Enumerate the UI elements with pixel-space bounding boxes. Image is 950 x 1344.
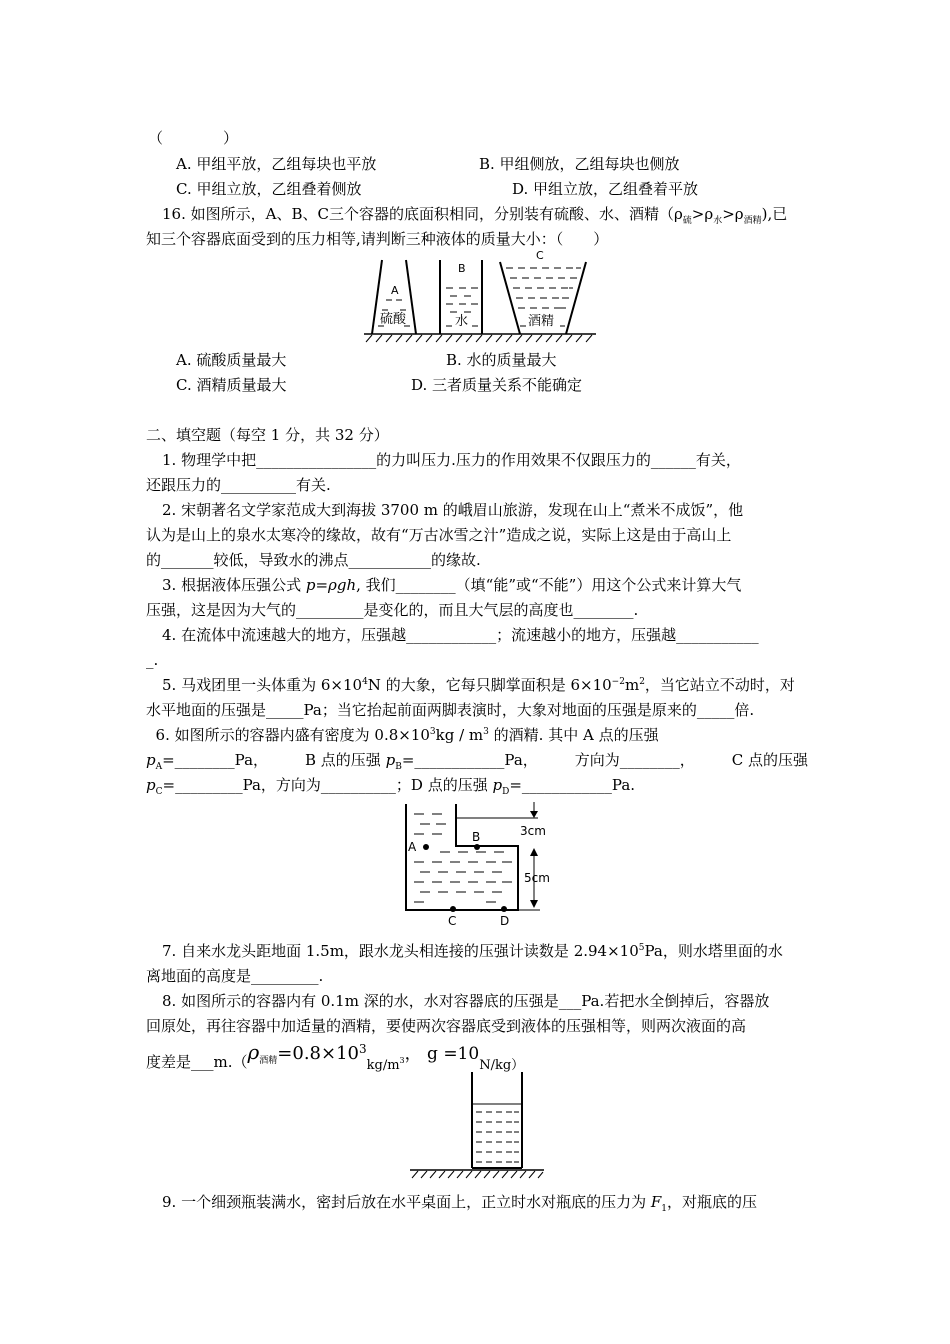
q16-stem-line1 — [162, 204, 787, 224]
q16-option-d: D. 三者质量关系不能确定 — [411, 376, 583, 394]
f7-exp: 5 — [638, 943, 645, 953]
f6-text: 6. 如图所示的容器内盛有密度为 $0.8\times 10^3kg / m^3$ 的酒精. 其中 A 点的压强 — [155, 726, 659, 744]
f8-text: 度差是___m.（ — [146, 1053, 248, 1071]
rho-sub-acid: 硫 — [682, 216, 692, 226]
label-b: B — [458, 262, 466, 275]
q16-option-b: B. 水的质量最大 — [446, 351, 557, 369]
q15-option-d: D. 甲组立放，乙组叠着平放 — [512, 180, 699, 198]
q16-option-a: A. 硫酸质量最大 — [176, 351, 287, 369]
rho-symbol: ρ — [247, 1040, 260, 1064]
f2-line1: 2. 宋朝著名文学家范成大到海拔 3700 m 的峨眉山旅游，发现在山上“煮米不成饭”，他 — [162, 501, 744, 519]
f3-text: 3. 根据液体压强公式 — [162, 576, 306, 594]
f7-line1 — [162, 941, 783, 961]
f5-line1 — [162, 675, 795, 695]
f1-line2: 还跟压力的__________有关. — [146, 476, 331, 494]
f5-exp: 4 — [362, 677, 368, 687]
three-containers-figure — [360, 250, 600, 346]
q15-option-a: A. 甲组平放，乙组每块也平放 — [176, 155, 377, 173]
q16-text-end: ),已 — [761, 205, 788, 223]
q15-option-b: B. 甲组侧放，乙组每块也侧放 — [479, 155, 680, 173]
f5-line2: 水平地面的压强是_____Pa；当它抬起前面两脚表演时，大象对地面的压强是原来的_____倍. — [146, 701, 755, 719]
f9-line1 — [162, 1192, 757, 1212]
f9-force: F — [650, 1193, 662, 1211]
f8-line2: 回原处，再往容器中加适量的酒精，要使两次容器底受到液体的压强相等，则两次液面的高 — [146, 1017, 747, 1035]
f6-pc-label: C 点的压强 — [731, 751, 808, 769]
f8-g: ， g =10 — [404, 1044, 480, 1064]
f3-line1 — [162, 575, 741, 595]
rho-gt: >ρ — [722, 205, 744, 223]
f5-exp: −2 — [611, 677, 625, 687]
f3-line2: 压强，这是因为大气的_________是变化的，而且大气层的高度也________. — [146, 601, 639, 619]
rho-gt: >ρ — [691, 205, 714, 223]
point-c — [450, 906, 456, 912]
f6-pb: B 点的压强 $p_B=\_\_\_\_\_\_\_\_\_\_\_\_Pa$， — [305, 751, 538, 772]
label-a: A — [391, 284, 399, 297]
q16-option-c: C. 酒精质量最大 — [176, 376, 287, 394]
section-title-fill-in: 二、填空题（每空 1 分，共 32 分） — [146, 426, 389, 444]
rho-sub-water: 水 — [713, 216, 723, 226]
f9-text: 9. 一个细颈瓶装满水，密封后放在水平桌面上，正立时水对瓶底的压力为 — [162, 1193, 651, 1211]
f8-eq: =0.8×10 — [277, 1043, 359, 1064]
q15-answer-bracket: （ ） — [148, 129, 239, 147]
container-a — [372, 260, 416, 334]
f8-unit1-exp: 3 — [399, 1056, 405, 1065]
label-3cm: 3cm — [520, 824, 546, 838]
label-d: D — [500, 914, 510, 928]
point-a — [423, 844, 429, 850]
f2-line2: 认为是山上的泉水太寒冷的缘故，故有“万古冰雪之汁”造成之说，实际上这是由于高山上 — [146, 526, 732, 544]
point-b — [474, 844, 480, 850]
f6-direction: 方向为________， — [574, 751, 695, 769]
f5-text-b: N 的大象，它每只脚掌面积是 6×10 — [367, 676, 612, 694]
f9-force-sub: 1 — [661, 1204, 668, 1214]
f7-text: 7. 自来水龙头距地面 1.5m，跟水龙头相连接的压强计读数是 2.94×10 — [162, 942, 639, 960]
container-b — [440, 260, 482, 334]
f4-line2: _. — [146, 651, 159, 669]
f5-text-d: ，当它站立不动时，对 — [644, 676, 795, 694]
f3-formula: p=ρgh — [305, 576, 357, 594]
label-5cm: 5cm — [524, 871, 550, 885]
f1-line1: 1. 物理学中把________________的力叫压力.压力的作用效果不仅跟压力的______有关， — [162, 451, 741, 469]
f9-text-b: ，对瓶底的压 — [667, 1193, 758, 1211]
stepped-container-figure — [400, 800, 570, 928]
f6-line2 — [146, 750, 808, 770]
f7-line2: 离地面的高度是_________. — [146, 967, 324, 985]
rho-sub-alcohol: 酒精 — [259, 1056, 278, 1066]
label-c: C — [448, 914, 457, 928]
label-water: 水 — [455, 314, 469, 329]
cylinder-container-figure — [408, 1068, 546, 1182]
f5-text: 5. 马戏团里一头体重为 6×10 — [162, 676, 363, 694]
container-c — [500, 250, 586, 334]
f8-exp: 3 — [358, 1042, 367, 1056]
f5-text-c: m — [624, 676, 640, 694]
label-b: B — [472, 830, 481, 844]
label-acid: 硫酸 — [380, 312, 407, 327]
q16-text: 16. 如图所示，A、B、C三个容器的底面积相同，分别装有硫酸、水、酒精（ρ — [162, 205, 683, 223]
f6-pa: $p_A=\_\_\_\_\_\_\_\_Pa$， — [146, 751, 269, 772]
q15-option-c: C. 甲组立放，乙组叠着侧放 — [176, 180, 362, 198]
point-d — [501, 906, 507, 912]
label-a: A — [408, 840, 417, 854]
f8-unit1: kg/m — [366, 1058, 400, 1073]
rho-sub-alcohol: 酒精 — [743, 216, 762, 226]
label-c: C — [536, 250, 544, 262]
f5-exp: 2 — [639, 677, 645, 687]
f3-text-b: , 我们________（填“能”或“不能”）用这个公式来计算大气 — [356, 576, 742, 594]
f6-line1 — [146, 725, 808, 745]
f8-line1: 8. 如图所示的容器内有 0.1m 深的水，水对容器底的压强是___Pa.若把水全倒掉后，容器放 — [162, 992, 770, 1010]
f8-unit2: N/kg） — [479, 1058, 525, 1073]
f6-line3: $p_C=\_\_\_\_\_\_\_\_\_Pa$，方向为__________；D 点的压强 $p_D=\_\_\_\_\_\_\_\_\_\_\_\_Pa$. — [146, 776, 636, 797]
f4-line1: 4. 在流体中流速越大的地方，压强越____________；流速越小的地方，压强越___________ — [162, 626, 759, 644]
f7-text-b: Pa，则水塔里面的水 — [644, 942, 783, 960]
q16-stem-line2: 知三个容器底面受到的压力相等,请判断三种液体的质量大小：（ ） — [146, 230, 609, 248]
f2-line3: 的_______较低，导致水的沸点___________的缘故. — [146, 551, 481, 569]
label-alcohol: 酒精 — [528, 314, 555, 329]
